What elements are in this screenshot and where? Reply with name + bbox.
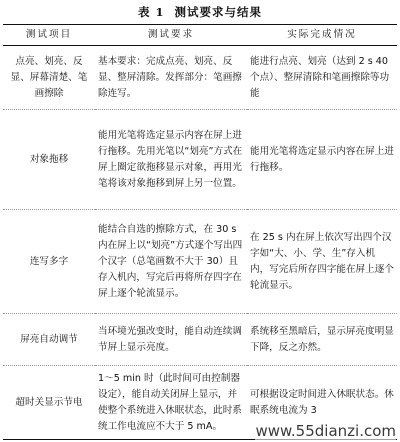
table-number: 表 1	[137, 5, 165, 19]
table-title: 测试要求与结果	[174, 5, 262, 19]
row-result: 能用光笔将选定显示内容在屏上进行拖移。	[247, 110, 397, 210]
row-result: 可根据设定时间进入休眠状态。休眠系统电流为 3	[247, 366, 397, 440]
table-row	[3, 46, 397, 110]
header-actual-result: 实际完成情况	[247, 25, 397, 46]
row-requirement: 基本要求：完成点亮、划亮、反显、整屏清除。发挥部分：笔画擦除连写。	[98, 55, 242, 99]
row-item: 超时关显示节电	[3, 366, 95, 440]
row-result: 在 25 s 内在屏上依次写出四个汉字如“大、小、学、生”存入机内，写完后所存四字能在屏上逐个轮流显示。	[247, 210, 397, 314]
row-requirement: 能用光笔将选定显示内容在屏上进行拖移。先用光笔以“划亮”方式在屏上圈定欲拖移显示对象，再用光笔将该对象拖移到屏上另一位置。	[95, 110, 247, 210]
header-test-requirement: 测试要求	[95, 25, 247, 46]
table-row	[3, 314, 397, 366]
row-item: 屏亮自动调节	[3, 314, 95, 366]
table-caption	[0, 0, 400, 24]
row-result: 能进行点亮、划亮（达到 2 s 40 个点）、整屏清除和笔画擦除等功能	[250, 55, 390, 99]
table-row	[3, 210, 397, 314]
row-requirement: 1～5 min 时（此时间可由控制器设定），能自动关闭屏上显示，并使整个系统进入休眠状态，此时系统工作电流应不大于 5 mA。	[95, 366, 247, 440]
site-watermark: www.55dianzi.com	[255, 422, 396, 440]
row-item: 点亮、划亮、反显、屏幕清楚、笔画擦除	[10, 55, 88, 99]
test-results-table	[3, 24, 397, 440]
row-requirement: 当环境光强改变时，能自动连续调节屏上显示亮度。	[95, 314, 247, 366]
row-item: 连写多字	[3, 210, 95, 314]
row-result: 系统移至黑暗后，显示屏亮度明显下降，反之亦然。	[247, 314, 397, 366]
header-test-item: 测试项目	[3, 25, 95, 46]
table-header-row	[3, 25, 397, 46]
table-row	[3, 110, 397, 210]
row-requirement: 能结合自选的擦除方式，在 30 s 内在屏上以“划亮”方式逐个写出四个汉字（总笔画数不大于 30）且存入机内，写完后再将所存四字在屏上逐个轮流显示。	[95, 210, 247, 314]
row-item: 对象拖移	[3, 110, 95, 210]
